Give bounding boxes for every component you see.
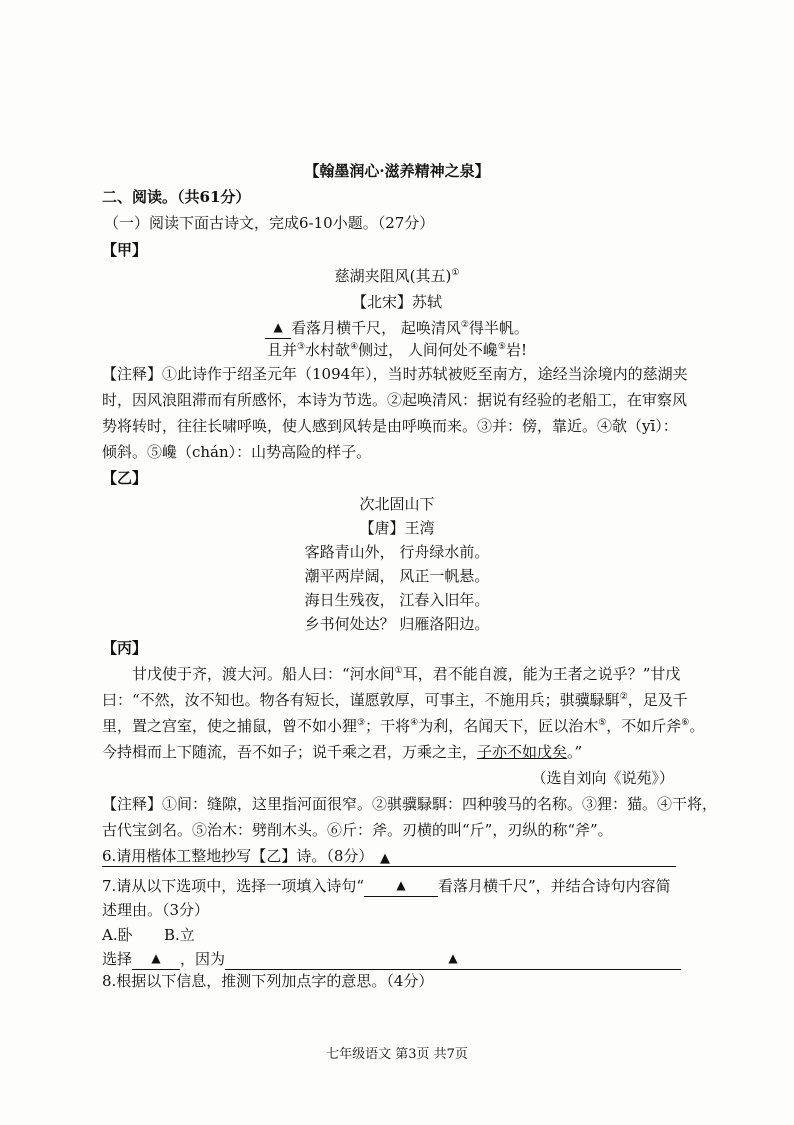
bing-text-3: 里，置之宫室，使之捕鼠，曾不如小狸③；干将④为利，名闻天下，匠以治木⑤，不如斤斧⑥。 (102, 717, 705, 735)
yi-poem-title: 次北固山下 (359, 495, 435, 513)
part-title: 二、阅读。（共61分） (102, 188, 251, 206)
q7-option-b: B.立 (164, 926, 195, 944)
q7-reason-blank[interactable]: ▲ (225, 946, 681, 970)
jia-poem-line-2: 且并③水村欹④侧过， 人间何处不巉⑤岩! (266, 341, 528, 359)
jia-poem-author: 【北宋】苏轼 (351, 293, 442, 311)
bing-text-4: 今持楫而上下随流，吾不如子；说千乘之君，万乘之主，子亦不如戊矣。” (102, 743, 583, 761)
q7-option-a: A.卧 (102, 926, 133, 944)
section-heading: 【翰墨润心·滋养精神之泉】 (304, 162, 490, 180)
yi-poem-line: 客路青山外， 行舟绿水前。 (304, 543, 490, 561)
question-7-line-2: 述理由。（3分） (102, 901, 210, 919)
yi-poem-line: 潮平两岸阔， 风正一帆悬。 (304, 567, 490, 585)
bing-text-1: 甘戊使于齐，渡大河。船人曰：“河水间①耳，君不能自渡，能为王者之说乎？”甘戊 (132, 665, 681, 683)
q6-answer-line[interactable] (102, 866, 676, 867)
label-bing: 【丙】 (102, 639, 148, 657)
jia-notes-4: 倾斜。⑤巉（chán）：山势高险的样子。 (102, 443, 372, 461)
question-7-line-1: 7.请从以下选项中，选择一项填入诗句“ ▲ 看落月横千尺”，并结合诗句内容简 (102, 873, 671, 897)
yi-poem-line: 乡书何处达？ 归雁洛阳边。 (304, 615, 490, 633)
q7-fill-blank[interactable]: ▲ (364, 873, 438, 897)
bing-text-2: 曰：“不然，汝不知也。物各有短长，谨愿敦厚，可事主，不施用兵；骐骥騄駬②，足及千 (102, 691, 688, 709)
jia-notes-2: 时，因风浪阻滞而有所感怀，本诗为节选。②起唤清风：据说有经验的老船工，在审察风 (102, 391, 688, 409)
bing-notes-2: 古代宝剑名。⑤治木：劈削木头。⑥斤：斧。刃横的叫“斤”，刃纵的称“斧”。 (102, 821, 613, 839)
label-jia: 【甲】 (102, 241, 148, 259)
q6-answer-mark: ▲ (380, 851, 390, 866)
page-footer: 七年级语文 第3页 共7页 (326, 1047, 468, 1062)
label-yi: 【乙】 (102, 469, 148, 487)
question-6: 6.请用楷体工整地抄写【乙】诗。（8分） (102, 847, 374, 865)
q7-answer-row: 选择 ▲ ，因为 ▲ (102, 946, 681, 970)
jia-notes-1: 【注释】①此诗作于绍圣元年（1094年），当时苏轼被贬至南方，途经当涂境内的慈湖夹 (102, 365, 688, 383)
question-8: 8.根据以下信息，推测下列加点字的意思。（4分） (102, 972, 434, 990)
jia-notes-3: 势将转时，往往长啸呼唤，使人感到风转是由呼唤而来。③并：傍，靠近。④欹（yī）： (102, 417, 678, 435)
yi-poem-line: 海日生残夜， 江春入旧年。 (304, 591, 490, 609)
jia-poem-title: 慈湖夹阻风(其五)① (334, 267, 460, 285)
jia-fill-blank[interactable]: ▲ (265, 315, 291, 339)
bing-source: （选自刘向《说苑》） (531, 769, 674, 787)
underlined-sentence: 子亦不如戊矣 (477, 743, 568, 761)
yi-poem-author: 【唐】王湾 (359, 519, 435, 537)
jia-poem-line-1: ▲ 看落月横千尺， 起唤清风②得半帆。 (0, 315, 794, 339)
bing-notes-1: 【注释】①间：缝隙，这里指河面很窄。②骐骥騄駬：四种骏马的名称。③狸：猫。④干将， (102, 795, 718, 813)
sub-title: （一）阅读下面古诗文，完成6-10小题。（27分） (104, 214, 435, 232)
q7-choice-blank[interactable]: ▲ (132, 946, 180, 970)
